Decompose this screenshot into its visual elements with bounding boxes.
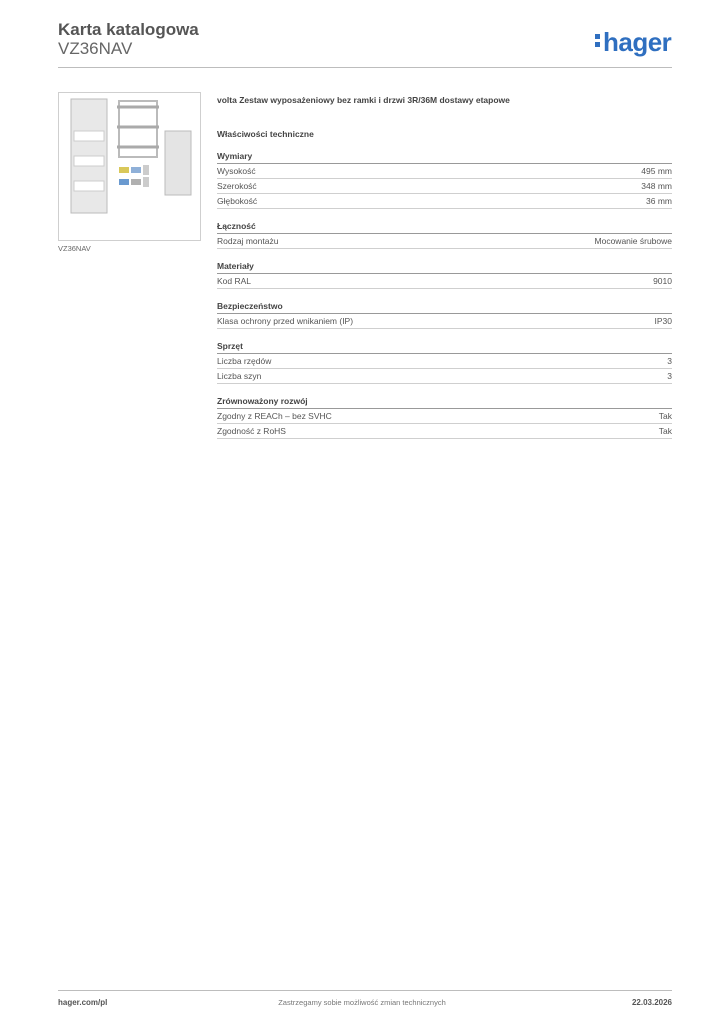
- property-value: 495 mm: [641, 166, 672, 176]
- property-label: Zgodność z RoHS: [217, 426, 286, 436]
- hager-logo: [595, 27, 671, 58]
- product-illustration: [59, 93, 200, 240]
- property-value: 348 mm: [641, 181, 672, 191]
- property-value: 3: [667, 356, 672, 366]
- header-divider: [58, 67, 672, 68]
- logo-dots-icon: [595, 31, 600, 50]
- property-row: [217, 354, 672, 369]
- property-value: Tak: [658, 426, 672, 436]
- property-value: Mocowanie śrubowe: [594, 236, 672, 246]
- group-heading: Bezpieczeństwo: [217, 301, 672, 314]
- property-label: Zgodny z REACh – bez SVHC: [217, 411, 332, 421]
- group-heading: Sprzęt: [217, 341, 672, 354]
- property-row: [217, 369, 672, 384]
- property-label: Klasa ochrony przed wnikaniem (IP): [217, 316, 354, 326]
- property-value: 36 mm: [646, 196, 672, 206]
- property-row: [217, 179, 672, 194]
- group-connectivity: [217, 221, 672, 249]
- property-label: Rodzaj montażu: [217, 236, 279, 246]
- property-row: [217, 274, 672, 289]
- footer-website-link[interactable]: hager.com/pl: [58, 998, 108, 1007]
- group-dimensions: [217, 151, 672, 209]
- logo-text: hager: [603, 27, 672, 57]
- footer-date: 22.03.2026: [631, 998, 672, 1007]
- product-image: [58, 92, 201, 241]
- image-caption: VZ36NAV: [58, 244, 91, 253]
- property-value: 9010: [653, 276, 672, 286]
- property-value: 3: [667, 371, 672, 381]
- property-row: [217, 409, 672, 424]
- product-title: volta Zestaw wyposażeniowy bez ramki i drzwi 3R/36M dostawy etapowe: [217, 95, 510, 105]
- property-label: Szerokość: [217, 181, 257, 191]
- property-row: [217, 424, 672, 439]
- property-label: Głębokość: [217, 196, 258, 206]
- footer-divider: [58, 990, 672, 991]
- document-title: Karta katalogowa: [58, 20, 199, 39]
- footer-notice: Zastrzegamy sobie możliwość zmian technicznych: [278, 998, 446, 1007]
- product-details: [217, 92, 672, 439]
- group-materials: [217, 261, 672, 289]
- properties-heading: Właściwości techniczne: [217, 129, 314, 139]
- property-label: Liczba szyn: [217, 371, 262, 381]
- group-safety: [217, 301, 672, 329]
- property-value: Tak: [658, 411, 672, 421]
- property-row: [217, 194, 672, 209]
- group-heading: Łączność: [217, 221, 672, 234]
- property-label: Kod RAL: [217, 276, 252, 286]
- property-label: Wysokość: [217, 166, 256, 176]
- group-heading: Zrównoważony rozwój: [217, 396, 672, 409]
- group-sustainability: [217, 396, 672, 439]
- group-heading: Materiały: [217, 261, 672, 274]
- property-row: [217, 314, 672, 329]
- product-code: VZ36NAV: [58, 39, 133, 58]
- property-row: [217, 164, 672, 179]
- property-row: [217, 234, 672, 249]
- property-label: Liczba rzędów: [217, 356, 272, 366]
- property-value: IP30: [654, 316, 672, 326]
- group-equipment: [217, 341, 672, 384]
- group-heading: Wymiary: [217, 151, 672, 164]
